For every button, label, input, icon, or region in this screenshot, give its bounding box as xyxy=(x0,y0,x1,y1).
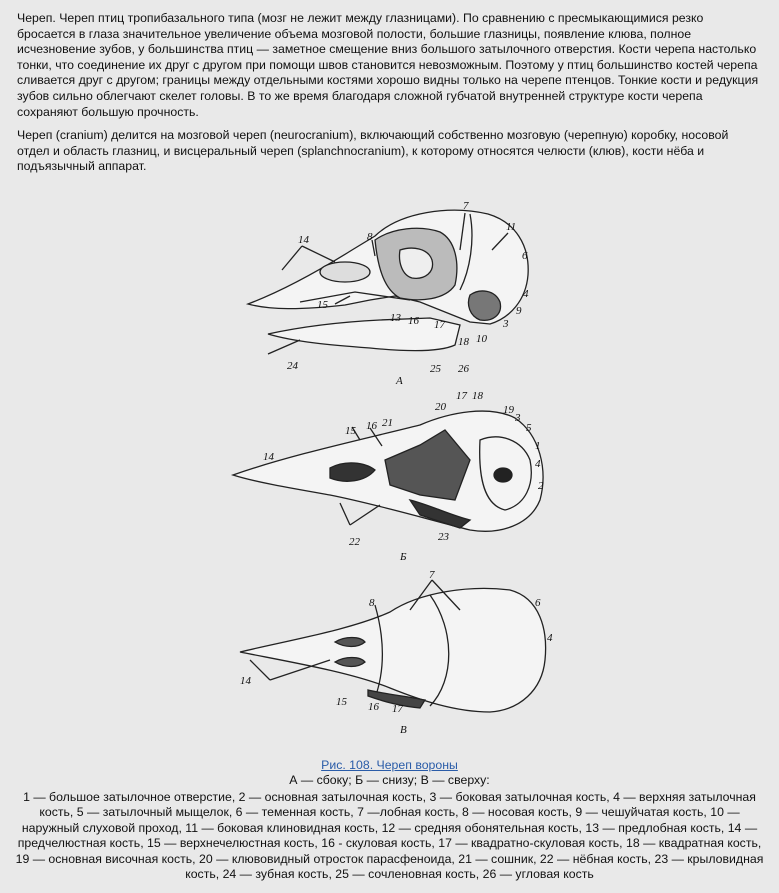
label-17: 17 xyxy=(434,319,445,331)
label-14-v: 14 xyxy=(240,675,251,687)
label-21: 21 xyxy=(382,417,393,429)
label-19: 19 xyxy=(503,404,514,416)
label-2: 2 xyxy=(538,480,544,492)
label-1: 1 xyxy=(535,440,541,452)
figure-caption-subtitle: А — сбоку; Б — снизу; В — сверху: xyxy=(289,773,490,787)
label-13: 13 xyxy=(390,312,401,324)
label-23: 23 xyxy=(438,531,449,543)
view-label-v: В xyxy=(400,724,407,736)
label-5: 5 xyxy=(526,422,532,434)
skull-side-view xyxy=(248,210,528,350)
label-4-v: 4 xyxy=(547,632,553,644)
label-16-b: 16 xyxy=(366,420,377,432)
label-16: 16 xyxy=(408,315,419,327)
label-6-v: 6 xyxy=(535,597,541,609)
label-15-b: 15 xyxy=(345,425,356,437)
label-9: 9 xyxy=(516,305,522,317)
view-label-b: Б xyxy=(400,551,407,563)
label-7: 7 xyxy=(463,200,469,212)
label-17-v: 17 xyxy=(392,703,403,715)
label-7-v: 7 xyxy=(429,569,435,581)
figure-legend: 1 — большое затылочное отверстие, 2 — основная затылочная кость, 3 — боковая затылочная кость, 4 — верхняя затылочная кость, 5 — затылочный мыщелок, 6 — теменная кость, 7 —лобная кость, 8 — носовая кость, 9 — чешуйчатая кость, 10 — наружный слуховой проход, 11 — боковая клиновидная кость, 12 — средняя обонятельная кость, 13 — предлобная кость, 14 — предчелюстная кость, 15 — верхнечелюстная кость, 16 - скуловая кость, 17 — квадратно-скуловая кость, 18 — квадратная кость, 19 — основная височная кость, 20 — клювовидный отросток парасфеноида, 21 — сошник, 22 — нёбная кость, 23 — крыловидная кость, 24 — зубная кость, 25 — сочленовная кость, 26 — угловая кость xyxy=(15,790,764,882)
label-24: 24 xyxy=(287,360,298,372)
cranium-paragraph: Череп (cranium) делится на мозговой череп (neurocranium), включающий собственно мозговую (черепную) коробку, носовой отдел и область глазниц, и висцеральный череп (splanchnocranium), к которому относятся челюсти (клюв), кости нёба и подъязычный аппарат. xyxy=(17,128,729,174)
label-18: 18 xyxy=(458,336,469,348)
label-11: 11 xyxy=(506,221,517,233)
label-17-b: 17 xyxy=(456,390,467,402)
label-14-b: 14 xyxy=(263,451,274,463)
skull-top-view xyxy=(240,588,546,712)
skull-bottom-view xyxy=(233,411,543,531)
label-22: 22 xyxy=(349,536,360,548)
label-25: 25 xyxy=(430,363,441,375)
label-15-v: 15 xyxy=(336,696,347,708)
label-10: 10 xyxy=(476,333,487,345)
label-20: 20 xyxy=(435,401,446,413)
label-4-b: 4 xyxy=(535,458,541,470)
label-14: 14 xyxy=(298,234,309,246)
label-6: 6 xyxy=(522,250,528,262)
label-3: 3 xyxy=(503,318,509,330)
view-label-a: А xyxy=(396,375,403,387)
label-26: 26 xyxy=(458,363,469,375)
label-8: 8 xyxy=(367,231,373,243)
label-3-b: 3 xyxy=(515,412,521,424)
intro-paragraph: Череп. Череп птиц тропибазального типа (мозг не лежит между глазницами). По сравнению с пресмыкающимися резко бросается в глаза значительное увеличение объема мозговой полости, большие глазницы, появление клюва, полное исчезновение зубов, у большинства птиц — заметное смещение вниз большого затылочного отверстия. Кости черепа настолько тонки, что соединение их друг с другом при помощи швов становится невозможным. Поэтому у птиц большинство костей черепа сливается друг с другом; границы между отдельными костями хорошо видны только на черепе птенцов. Тонкие кости и редукция зубов сильно облегчают скелет головы. В то же время благодаря сложной губчатой внутренней структуре кости черепа сохраняют большую прочность. xyxy=(17,11,759,119)
figure-caption-title: Рис. 108. Череп вороны xyxy=(321,758,458,772)
label-15: 15 xyxy=(317,299,328,311)
label-4: 4 xyxy=(523,288,529,300)
label-16-v: 16 xyxy=(368,701,379,713)
label-18-b: 18 xyxy=(472,390,483,402)
label-8-v: 8 xyxy=(369,597,375,609)
